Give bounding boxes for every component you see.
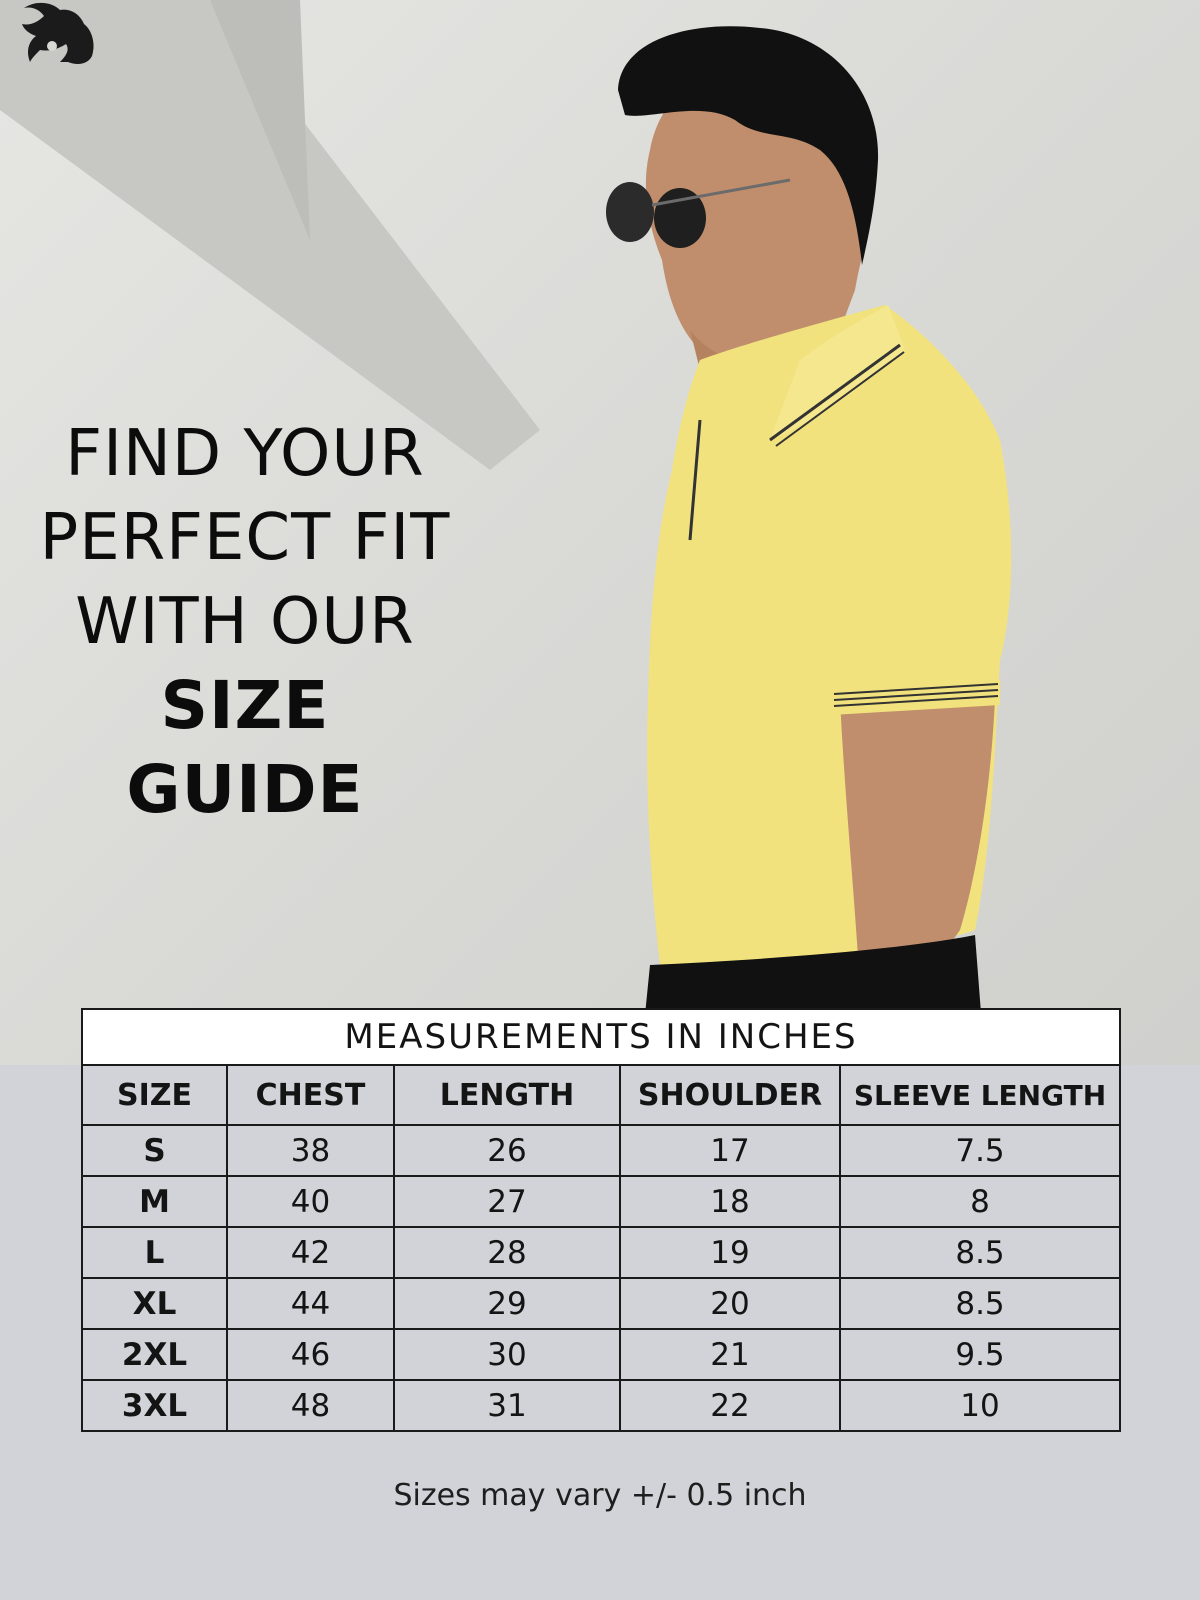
cell-length: 27 — [394, 1176, 620, 1227]
table-row — [82, 1125, 1120, 1176]
cell-length: 28 — [394, 1227, 620, 1278]
cell-chest: 46 — [227, 1329, 394, 1380]
headline-line-2: PERFECT FIT — [39, 501, 451, 575]
cell-length: 29 — [394, 1278, 620, 1329]
table-header-row — [82, 1065, 1120, 1125]
cell-size: S — [82, 1125, 227, 1176]
header-sleeve-length: SLEEVE LENGTH — [840, 1065, 1120, 1125]
cell-shoulder: 22 — [620, 1380, 840, 1431]
table-row — [82, 1227, 1120, 1278]
sunglasses-lens — [606, 182, 654, 242]
headline-line-1: FIND YOUR — [65, 417, 425, 491]
cell-shoulder: 20 — [620, 1278, 840, 1329]
header-size: SIZE — [82, 1065, 227, 1125]
headline-line-4: SIZE GUIDE — [126, 667, 364, 828]
cell-sleeve-length: 10 — [840, 1380, 1120, 1431]
cell-sleeve-length: 8.5 — [840, 1227, 1120, 1278]
cell-chest: 48 — [227, 1380, 394, 1431]
cell-size: L — [82, 1227, 227, 1278]
headline-line-3: WITH OUR — [75, 585, 415, 659]
cell-sleeve-length: 9.5 — [840, 1329, 1120, 1380]
table-row — [82, 1278, 1120, 1329]
cell-size: 3XL — [82, 1380, 227, 1431]
cell-length: 31 — [394, 1380, 620, 1431]
header-chest: CHEST — [227, 1065, 394, 1125]
table-row — [82, 1329, 1120, 1380]
header-shoulder: SHOULDER — [620, 1065, 840, 1125]
headline — [30, 412, 460, 832]
cell-shoulder: 21 — [620, 1329, 840, 1380]
size-variance-note: Sizes may vary +/- 0.5 inch — [393, 1478, 807, 1513]
table-row — [82, 1176, 1120, 1227]
cell-chest: 38 — [227, 1125, 394, 1176]
cell-size: M — [82, 1176, 227, 1227]
cell-length: 30 — [394, 1329, 620, 1380]
cell-size: 2XL — [82, 1329, 227, 1380]
header-length: LENGTH — [394, 1065, 620, 1125]
cell-sleeve-length: 8 — [840, 1176, 1120, 1227]
cell-chest: 44 — [227, 1278, 394, 1329]
cell-shoulder: 18 — [620, 1176, 840, 1227]
size-chart-table — [81, 1008, 1121, 1432]
cell-length: 26 — [394, 1125, 620, 1176]
cell-chest: 40 — [227, 1176, 394, 1227]
table-row — [82, 1380, 1120, 1431]
cell-sleeve-length: 8.5 — [840, 1278, 1120, 1329]
table-caption: MEASUREMENTS IN INCHES — [82, 1009, 1120, 1065]
cell-shoulder: 17 — [620, 1125, 840, 1176]
rabbit-logo-icon — [0, 0, 96, 68]
cell-shoulder: 19 — [620, 1227, 840, 1278]
cell-size: XL — [82, 1278, 227, 1329]
cell-sleeve-length: 7.5 — [840, 1125, 1120, 1176]
cell-chest: 42 — [227, 1227, 394, 1278]
